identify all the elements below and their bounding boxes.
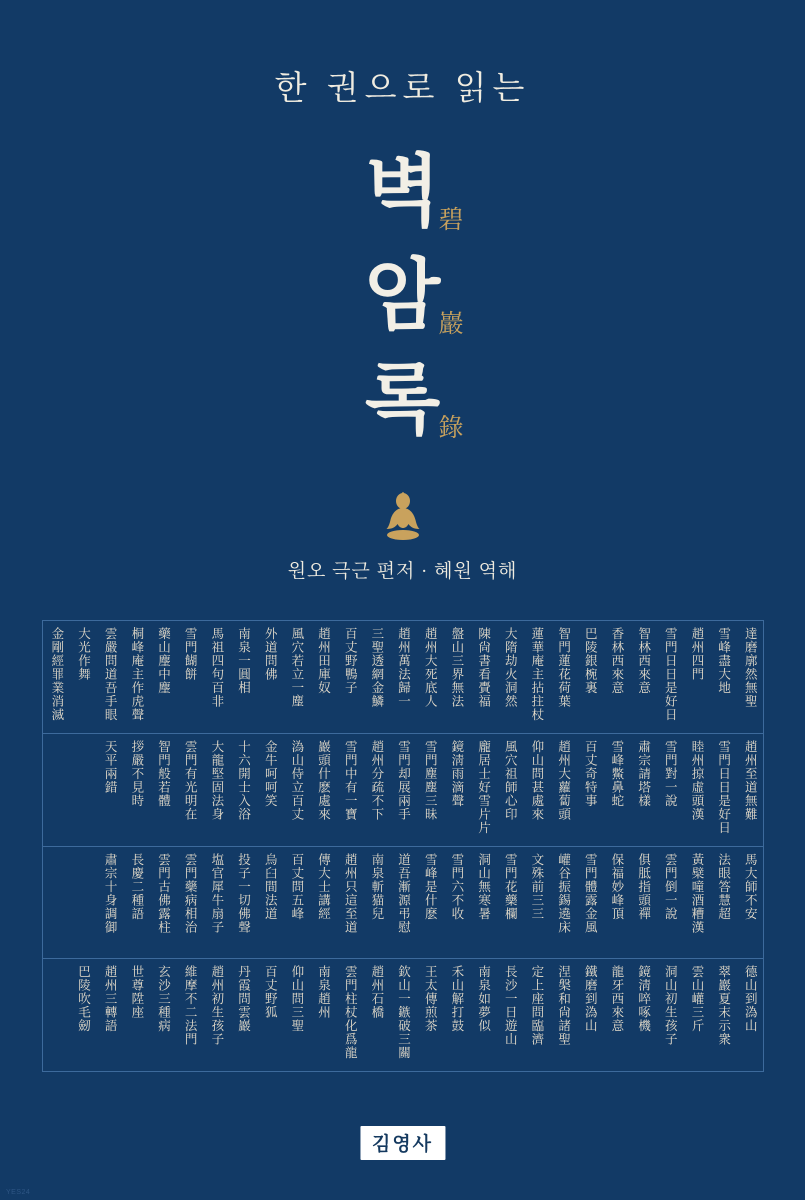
contents-row <box>43 734 763 847</box>
contents-item: 智門蓮花荷葉 <box>556 627 571 708</box>
contents-item: 洞山無寒暑 <box>476 852 491 920</box>
contents-item: 禾山解打鼓 <box>449 965 464 1033</box>
contents-item: 世尊陞座 <box>129 965 144 1020</box>
contents-item: 雲門倒一說 <box>663 852 678 920</box>
contents-item: 長慶二種語 <box>129 852 144 920</box>
contents-item: 鏡淸雨滴聲 <box>449 739 464 808</box>
contents-item: 保福妙峰頂 <box>609 852 624 920</box>
contents-item: 趙州至道無難 <box>743 739 758 821</box>
contents-item: 雪峰盡大地 <box>716 627 731 695</box>
contents-item: 定上座問臨濟 <box>529 965 544 1047</box>
contents-item: 拶嚴不見時 <box>129 739 144 808</box>
contents-item: 龐居士好雪片片 <box>476 739 491 835</box>
contents-item: 風穴祖師心印 <box>503 739 518 821</box>
contents-item: 雪門却展兩手 <box>396 739 411 821</box>
title-char-hanja-2: 巖 <box>438 311 464 338</box>
contents-item: 丹霞問雲巖 <box>236 965 251 1033</box>
contents-item: 雪門中有一寶 <box>343 739 358 821</box>
contents-item: 仰山問甚處來 <box>529 739 544 821</box>
contents-item: 盤山三界無法 <box>449 627 464 708</box>
contents-item: 十六開士入浴 <box>236 739 251 821</box>
contents-item: 肅宗十身調御 <box>103 852 118 934</box>
contents-item: 雲門藥病相治 <box>183 852 198 934</box>
contents-item: 雲門有光明在 <box>183 739 198 821</box>
contents-item: 法眼答慧超 <box>716 852 731 920</box>
contents-item: 維摩不二法門 <box>183 965 198 1047</box>
title-char-ko-3: 록 <box>364 356 441 443</box>
contents-item: 趙州大死底人 <box>423 627 438 708</box>
contents-item: 巖頭什麽處來 <box>316 739 331 821</box>
contents-item: 大光作舞 <box>76 627 91 681</box>
title-char-row <box>0 348 805 452</box>
cover-title <box>0 140 805 460</box>
contents-item: 烏臼間法道 <box>263 852 278 920</box>
contents-item: 外道問佛 <box>263 627 278 681</box>
cover-authors: 원오 극근 편저 · 혜원 역해 <box>287 561 518 582</box>
title-char-hanja-1: 碧 <box>438 207 464 234</box>
contents-item: 德山到溈山 <box>743 965 758 1033</box>
contents-item: 雪門體露金風 <box>583 852 598 934</box>
contents-item: 雪門花藥欄 <box>503 852 518 920</box>
contents-item: 塩官犀牛扇子 <box>209 852 224 934</box>
contents-item: 金牛呵呵笑 <box>263 739 278 808</box>
contents-item: 智林西來意 <box>636 627 651 695</box>
contents-item: 金剛經罪業消滅 <box>49 627 64 722</box>
contents-item: 趙州萬法歸一 <box>396 627 411 708</box>
contents-item: 雪峰鱉鼻蛇 <box>609 739 624 808</box>
contents-item: 天平兩錯 <box>103 739 118 794</box>
contents-item: 翠巖夏末示衆 <box>716 965 731 1047</box>
contents-item: 投子一切佛聲 <box>236 852 251 934</box>
cover-supertitle: 한 권으로 읽는 <box>274 71 531 107</box>
contents-item: 龍牙西來意 <box>609 965 624 1033</box>
contents-item: 睦州掠虛頭漢 <box>689 739 704 821</box>
contents-item: 巏谷振錫遶床 <box>556 852 571 934</box>
contents-item: 長沙一日遊山 <box>503 965 518 1047</box>
contents-item: 涅槃和尙諸聖 <box>556 965 571 1047</box>
contents-item: 雪門餬餅 <box>183 627 198 681</box>
contents-item: 南泉一圓相 <box>236 627 251 695</box>
contents-item: 南泉斬猫兒 <box>369 852 384 920</box>
contents-item: 趙州田庫奴 <box>316 627 331 695</box>
contents-item: 雲門柱杖化爲龍 <box>343 965 358 1060</box>
title-char-row <box>0 244 805 348</box>
contents-row <box>43 847 763 960</box>
contents-item: 趙州四門 <box>689 627 704 681</box>
contents-item: 百丈野狐 <box>263 965 278 1020</box>
contents-item: 蓮華庵主拈拄杖 <box>529 627 544 722</box>
contents-item: 趙州石橋 <box>369 965 384 1020</box>
contents-item: 雪門日日是好日 <box>663 627 678 722</box>
contents-item: 文殊前三三 <box>529 852 544 920</box>
contents-grid <box>42 620 764 1072</box>
seated-buddha-icon <box>0 492 805 551</box>
contents-item: 俱胝指頭禪 <box>636 852 651 920</box>
contents-item: 桐峰庵主作虎聲 <box>129 627 144 722</box>
contents-item: 雲嚴問道吾手眼 <box>103 627 118 722</box>
contents-item: 陳尙書看賷福 <box>476 627 491 708</box>
title-char-ko-2: 암 <box>364 252 441 339</box>
contents-item: 玄沙三種病 <box>156 965 171 1033</box>
contents-item: 趙州分疏不下 <box>369 739 384 821</box>
contents-item: 肅宗請塔樣 <box>636 739 651 808</box>
contents-row <box>43 621 763 734</box>
contents-item: 南泉如夢似 <box>476 965 491 1033</box>
contents-item: 大隋劫火洞然 <box>503 627 518 708</box>
contents-item: 巴陵銀椀裏 <box>583 627 598 695</box>
contents-item: 馬大師不安 <box>743 852 758 920</box>
title-char-row <box>0 140 805 244</box>
contents-item: 趙州三轉語 <box>103 965 118 1033</box>
contents-item: 鐵磨到溈山 <box>583 965 598 1033</box>
contents-item: 雪門對一說 <box>663 739 678 808</box>
watermark: YES24 <box>6 1189 31 1196</box>
contents-item: 風穴若立一塵 <box>289 627 304 708</box>
contents-item: 王太傳煎茶 <box>423 965 438 1033</box>
contents-item: 達磨廓然無聖 <box>743 627 758 708</box>
contents-item: 趙州只這至道 <box>343 852 358 934</box>
contents-item: 道吾漸源弔慰 <box>396 852 411 934</box>
contents-item: 雲門古佛露柱 <box>156 852 171 934</box>
contents-item: 南泉趙州 <box>316 965 331 1020</box>
contents-item: 雪門日日是好日 <box>716 739 731 835</box>
contents-item: 智門般若體 <box>156 739 171 808</box>
contents-item: 洞山初生孩子 <box>663 965 678 1047</box>
contents-item: 大龍堅固法身 <box>209 739 224 821</box>
contents-item: 欽山一鏃破三關 <box>396 965 411 1060</box>
contents-item: 百丈野鴨子 <box>343 627 358 695</box>
title-char-hanja-3: 錄 <box>438 415 464 442</box>
contents-row <box>43 959 763 1071</box>
contents-item: 百丈問五峰 <box>289 852 304 920</box>
contents-item: 巴陵吹毛劒 <box>76 965 91 1033</box>
contents-item: 雲山巏三斤 <box>689 965 704 1033</box>
contents-item: 馬祖四句百非 <box>209 627 224 708</box>
publisher-logo: 김영사 <box>360 1126 445 1160</box>
contents-item: 藥山麈中麈 <box>156 627 171 695</box>
contents-item: 雪門塵塵三昧 <box>423 739 438 821</box>
contents-item: 仰山問三聖 <box>289 965 304 1033</box>
contents-item: 百丈奇特事 <box>583 739 598 808</box>
contents-item: 雪門六不收 <box>449 852 464 920</box>
contents-item: 溈山侍立百丈 <box>289 739 304 821</box>
contents-item: 雪峰是什麽 <box>423 852 438 920</box>
contents-item: 三聖透網金鱗 <box>369 627 384 708</box>
contents-item: 趙州初生孩子 <box>209 965 224 1047</box>
title-char-ko-1: 벽 <box>364 148 441 235</box>
contents-item: 趙州大蘿蔔頭 <box>556 739 571 821</box>
contents-item: 鏡淸啐啄機 <box>636 965 651 1033</box>
contents-item: 香林西來意 <box>609 627 624 695</box>
contents-item: 傳大士講經 <box>316 852 331 920</box>
contents-item: 黃檗噇酒糟漢 <box>689 852 704 934</box>
